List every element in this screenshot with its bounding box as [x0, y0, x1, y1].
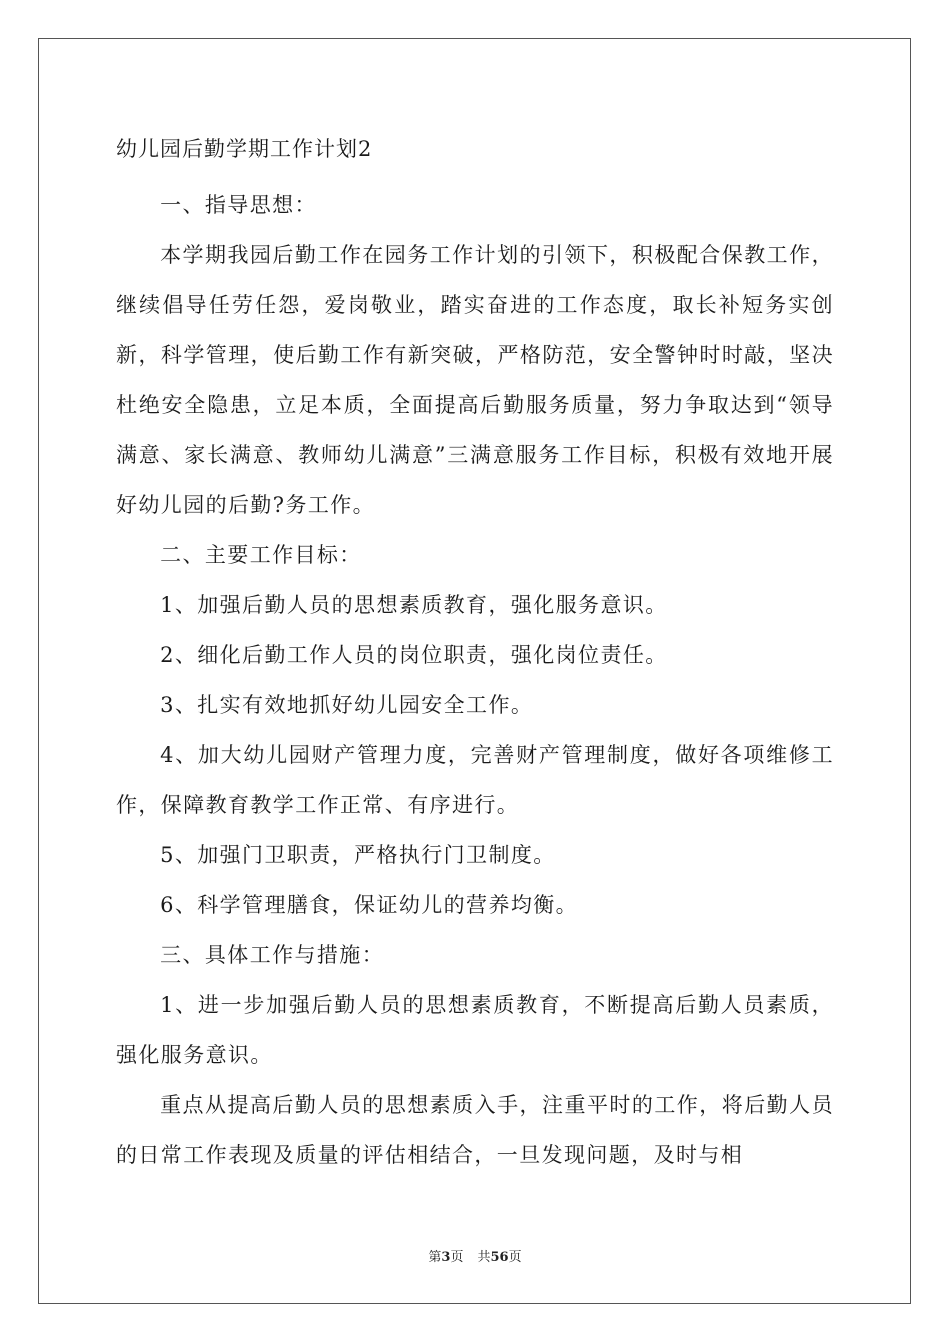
footer-total-suffix: 页	[508, 1250, 522, 1265]
footer-total-pages: 56	[490, 1250, 509, 1265]
paragraph-goal-4: 4、加大幼儿园财产管理力度，完善财产管理制度，做好各项维修工作，保障教育教学工作正常、有序进行。	[116, 743, 834, 817]
paragraph-goal-6: 6、科学管理膳食，保证幼儿的营养均衡。	[160, 893, 579, 917]
paragraph-goal-2: 2、细化后勤工作人员的岗位职责，强化岗位责任。	[160, 643, 668, 667]
paragraph-section-1-heading: 一、指导思想：	[160, 193, 317, 217]
paragraph-goal-1: 1、加强后勤人员的思想素质教育，强化服务意识。	[160, 593, 668, 617]
paragraph-goal-5: 5、加强门卫职责，严格执行门卫制度。	[160, 843, 556, 867]
document-body	[116, 131, 834, 1180]
paragraph-section-3-heading: 三、具体工作与措施：	[160, 943, 385, 967]
paragraph-goal-3: 3、扎实有效地抓好幼儿园安全工作。	[160, 693, 534, 717]
footer-total-prefix: 共	[477, 1250, 491, 1265]
footer-page-prefix: 第	[428, 1250, 442, 1265]
footer-page-number: 3	[441, 1250, 451, 1265]
document-title: 幼儿园后勤学期工作计划2	[116, 137, 373, 161]
paragraph-section-2-heading: 二、主要工作目标：	[160, 543, 362, 567]
footer-page-suffix: 页	[450, 1250, 464, 1265]
paragraph-measure-1: 1、进一步加强后勤人员的思想素质教育，不断提高后勤人员素质，强化服务意识。	[116, 993, 834, 1067]
page-footer	[0, 1246, 950, 1265]
paragraph-guiding-thought: 本学期我园后勤工作在园务工作计划的引领下，积极配合保教工作，继续倡导任劳任怨，爱岗敬业，踏实奋进的工作态度，取长补短务实创新，科学管理，使后勤工作有新突破，严格防范，安全警钟时时敲，坚决杜绝安全隐患，立足本质，全面提高后勤服务质量，努力争取达到“领导满意、家长满意、教师幼儿满意”三满意服务工作目标，积极有效地开展好幼儿园的后勤?务工作。	[116, 243, 834, 517]
paragraph-measure-1-detail: 重点从提高后勤人员的思想素质入手，注重平时的工作，将后勤人员的日常工作表现及质量的评估相结合，一旦发现问题，及时与相	[116, 1093, 834, 1167]
